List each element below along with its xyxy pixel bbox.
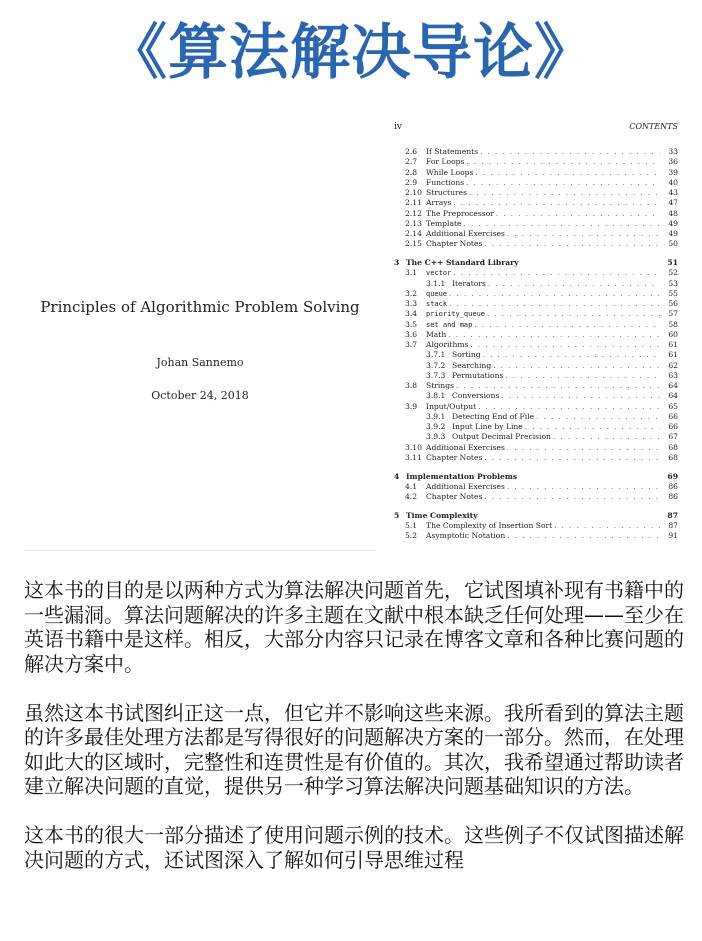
entry-number: 5 <box>394 510 400 520</box>
contents-entry <box>392 371 682 381</box>
dot-leader <box>453 268 660 278</box>
entry-page: 40 <box>665 178 678 188</box>
dot-leader <box>448 330 660 340</box>
entry-label: Algorithms <box>426 340 469 349</box>
contents-entry <box>392 330 682 340</box>
contents-entry <box>392 453 682 463</box>
entry-label: Permutations <box>452 370 504 380</box>
entry-page: 33 <box>665 147 678 157</box>
contents-entry <box>392 279 682 289</box>
book-author: Johan Sannemo <box>156 356 244 369</box>
contents-entry <box>392 422 682 432</box>
entry-page: 50 <box>665 239 678 249</box>
body-text <box>24 578 689 872</box>
entry-page: 58 <box>665 320 678 330</box>
contents-entry <box>392 361 682 371</box>
contents-chapter-entry <box>392 472 682 482</box>
entry-page: 48 <box>665 209 678 219</box>
entry-number: 4.1 <box>405 481 418 491</box>
dot-leader <box>483 350 660 360</box>
entry-page: 91 <box>665 531 678 541</box>
contents-entry <box>392 299 682 309</box>
dot-leader <box>536 412 660 422</box>
book-title-page <box>24 112 376 552</box>
dot-leader <box>478 402 660 412</box>
entry-page: 86 <box>665 492 678 502</box>
entry-label: For Loops <box>426 157 465 167</box>
entry-number: 3.9.3 <box>426 432 446 442</box>
entry-number: 2.11 <box>405 198 422 208</box>
entry-page: 87 <box>664 511 678 521</box>
entry-page: 39 <box>665 168 678 178</box>
entry-number: 3.2 <box>405 288 418 298</box>
entry-number: 3.6 <box>405 329 418 339</box>
dot-leader <box>507 229 660 239</box>
entry-number: 2.9 <box>405 177 418 187</box>
dot-leader <box>474 320 660 330</box>
dot-leader <box>475 168 660 178</box>
entry-page: 47 <box>665 198 678 208</box>
entry-number: 4 <box>394 471 400 481</box>
entry-label: Structures <box>426 188 467 197</box>
dot-leader <box>470 340 660 350</box>
contents-entry <box>392 188 682 198</box>
entry-number: 3.7.3 <box>426 370 446 380</box>
contents-entry <box>392 198 682 208</box>
book-date: October 24, 2018 <box>151 389 249 402</box>
contents-entry <box>392 320 682 330</box>
entry-label: Strings <box>426 381 454 390</box>
entry-label: Chapter Notes <box>426 452 483 462</box>
running-head: CONTENTS <box>629 122 678 131</box>
contents-header <box>392 122 682 136</box>
entry-number: 2.8 <box>405 167 418 177</box>
contents-entry <box>392 443 682 453</box>
page-divider <box>24 550 376 551</box>
dot-leader <box>493 361 660 371</box>
entry-label: Asymptotic Notation <box>426 531 506 541</box>
contents-entry <box>392 229 682 239</box>
entry-label: Input Line by Line <box>452 422 523 431</box>
dot-leader <box>466 157 660 167</box>
page-title: 《算法解决导论》 <box>107 18 595 88</box>
entry-page: 69 <box>664 472 678 482</box>
entry-number: 3.7.1 <box>426 350 446 360</box>
dot-leader <box>507 443 660 453</box>
contents-entry <box>392 340 682 350</box>
dot-leader <box>484 492 660 502</box>
entry-label: Functions <box>426 177 465 187</box>
entry-number: 3.7 <box>405 340 418 349</box>
entry-label: Sorting <box>452 350 481 360</box>
dot-leader <box>453 198 660 208</box>
entry-number: 2.15 <box>405 239 422 249</box>
contents-entry <box>392 157 682 167</box>
entry-page: 68 <box>665 443 678 453</box>
contents-entry <box>392 492 682 502</box>
contents-entry <box>392 531 682 541</box>
dot-leader <box>469 188 660 198</box>
dot-leader <box>525 422 660 432</box>
dot-leader <box>464 219 660 229</box>
entry-label: Detecting End of File <box>452 411 535 421</box>
contents-entry <box>392 412 682 422</box>
entry-page: 64 <box>665 391 678 401</box>
entry-label: priority_queue <box>426 310 486 319</box>
entry-number: 3.1 <box>405 268 418 278</box>
entry-number: 4.2 <box>405 492 418 501</box>
entry-label: Conversions <box>452 391 500 401</box>
entry-label: queue <box>426 289 448 298</box>
entry-label: Input/Output <box>426 401 477 411</box>
dot-leader <box>456 381 660 391</box>
contents-entry <box>392 381 682 391</box>
entry-page: 57 <box>665 309 678 319</box>
entry-number: 3.10 <box>405 442 422 452</box>
contents-entry <box>392 239 682 249</box>
entry-number: 3.8 <box>405 381 418 390</box>
entry-label: Iterators <box>452 278 486 288</box>
contents-entry <box>392 268 682 278</box>
entry-label: Output Decimal Precision <box>452 432 551 442</box>
entry-page: 43 <box>665 188 678 198</box>
entry-label: The Preprocessor <box>426 208 494 218</box>
contents-entry <box>392 402 682 412</box>
entry-number: 2.10 <box>405 188 422 197</box>
entry-number: 5.2 <box>405 531 418 541</box>
entry-page: 49 <box>665 229 678 239</box>
body-paragraph: 这本书的很大一部分描述了使用问题示例的技术。这些例子不仅试图描述解决问题的方式，还试图深入了解如何引导思维过程 <box>24 823 684 872</box>
entry-page: 56 <box>665 299 678 309</box>
body-paragraph: 虽然这本书试图纠正这一点，但它并不影响这些来源。我所看到的算法主题的许多最佳处理方法都是写得很好的问题解决方案的一部分。然而，在处理如此大的区域时，完整性和连贯性是有价值的。其次，我希望通过帮助读者建立解决问题的直觉，提供另一种学习算法解决问题基础知识的方法。 <box>24 700 684 798</box>
entry-number: 3.4 <box>405 309 418 319</box>
entry-label: While Loops <box>426 167 474 177</box>
entry-number: 2.12 <box>405 208 422 218</box>
dot-leader <box>466 178 660 188</box>
entry-label: vector <box>426 269 452 278</box>
contents-spacer <box>392 502 682 511</box>
entry-number: 3 <box>394 258 400 267</box>
entry-label: Additional Exercises <box>426 442 505 452</box>
entry-page: 86 <box>665 482 678 492</box>
entry-number: 5.1 <box>405 521 418 530</box>
entry-label: Math <box>426 329 447 339</box>
page-number: iv <box>394 122 402 132</box>
dot-leader <box>484 453 660 463</box>
entry-label: Time Complexity <box>406 510 478 520</box>
contents-entry <box>392 209 682 219</box>
dot-leader <box>480 147 660 157</box>
dot-leader <box>554 521 660 531</box>
entry-number: 3.9.1 <box>426 411 446 421</box>
dot-leader <box>449 289 660 299</box>
contents-entry <box>392 147 682 157</box>
entry-page: 51 <box>664 258 678 268</box>
entry-page: 53 <box>665 279 678 289</box>
entry-number: 3.9 <box>405 401 418 411</box>
entry-label: Additional Exercises <box>426 229 505 238</box>
dot-leader <box>496 209 660 219</box>
entry-label: stack <box>426 300 448 308</box>
entry-page: 60 <box>665 330 678 340</box>
contents-spacer <box>392 463 682 472</box>
entry-page: 67 <box>665 432 678 442</box>
entry-number: 2.13 <box>405 218 422 228</box>
entry-label: Searching <box>452 360 492 370</box>
entry-number: 2.7 <box>405 157 418 167</box>
entry-page: 49 <box>665 219 678 229</box>
entry-label: Chapter Notes <box>426 492 483 501</box>
contents-entry <box>392 432 682 442</box>
entry-label: set and map <box>426 320 473 329</box>
entry-number: 3.11 <box>405 452 422 462</box>
entry-label: Arrays <box>426 198 452 208</box>
contents-page <box>392 118 682 548</box>
entry-number: 3.9.2 <box>426 422 446 431</box>
entry-page: 61 <box>665 340 678 350</box>
entry-number: 3.8.1 <box>426 391 446 401</box>
contents-chapter-entry <box>392 258 682 268</box>
contents-spacer <box>392 250 682 259</box>
entry-page: 52 <box>665 268 678 278</box>
dot-leader <box>507 531 660 541</box>
contents-entry <box>392 168 682 178</box>
dot-leader <box>501 391 660 401</box>
dot-leader <box>484 239 660 249</box>
entry-page: 63 <box>665 371 678 381</box>
entry-number: 2.14 <box>405 229 422 238</box>
entry-page: 62 <box>665 361 678 371</box>
entry-page: 66 <box>665 412 678 422</box>
entry-label: Chapter Notes <box>426 239 483 249</box>
contents-entry <box>392 521 682 531</box>
entry-page: 87 <box>665 521 678 531</box>
entry-page: 65 <box>665 402 678 412</box>
entry-page: 55 <box>665 289 678 299</box>
entry-label: Additional Exercises <box>426 481 505 491</box>
contents-entry <box>392 178 682 188</box>
entry-label: The C++ Standard Library <box>406 258 519 267</box>
entry-number: 3.1.1 <box>426 278 446 288</box>
contents-entry <box>392 309 682 319</box>
entry-page: 66 <box>665 422 678 432</box>
dot-leader <box>487 309 660 319</box>
dot-leader <box>507 482 660 492</box>
entry-page: 36 <box>665 157 678 167</box>
contents-entry <box>392 289 682 299</box>
entry-page: 61 <box>665 350 678 360</box>
contents-entry <box>392 219 682 229</box>
entry-label: Template <box>426 218 462 228</box>
entry-number: 2.6 <box>405 147 418 156</box>
entry-label: The Complexity of Insertion Sort <box>426 521 553 530</box>
contents-entry <box>392 350 682 360</box>
entry-page: 68 <box>665 453 678 463</box>
body-paragraph: 这本书的目的是以两种方式为算法解决问题首先，它试图填补现有书籍中的一些漏洞。算法问题解决的许多主题在文献中根本缺乏任何处理——至少在英语书籍中是这样。相反，大部分内容只记录在博客文章和各种比赛问题的解决方案中。 <box>24 578 684 676</box>
entry-page: 64 <box>665 381 678 391</box>
book-title: Principles of Algorithmic Problem Solving <box>40 298 360 316</box>
entry-label: If Statements <box>426 147 479 156</box>
dot-leader <box>553 432 660 442</box>
entry-number: 3.7.2 <box>426 360 446 370</box>
contents-entry <box>392 482 682 492</box>
dot-leader <box>449 299 660 309</box>
contents-entry <box>392 391 682 401</box>
dot-leader <box>488 279 660 289</box>
entry-label: Implementation Problems <box>406 471 518 481</box>
contents-list <box>392 147 682 542</box>
dot-leader <box>505 371 660 381</box>
entry-number: 3.3 <box>405 299 418 308</box>
entry-number: 3.5 <box>405 319 418 329</box>
contents-chapter-entry <box>392 511 682 521</box>
